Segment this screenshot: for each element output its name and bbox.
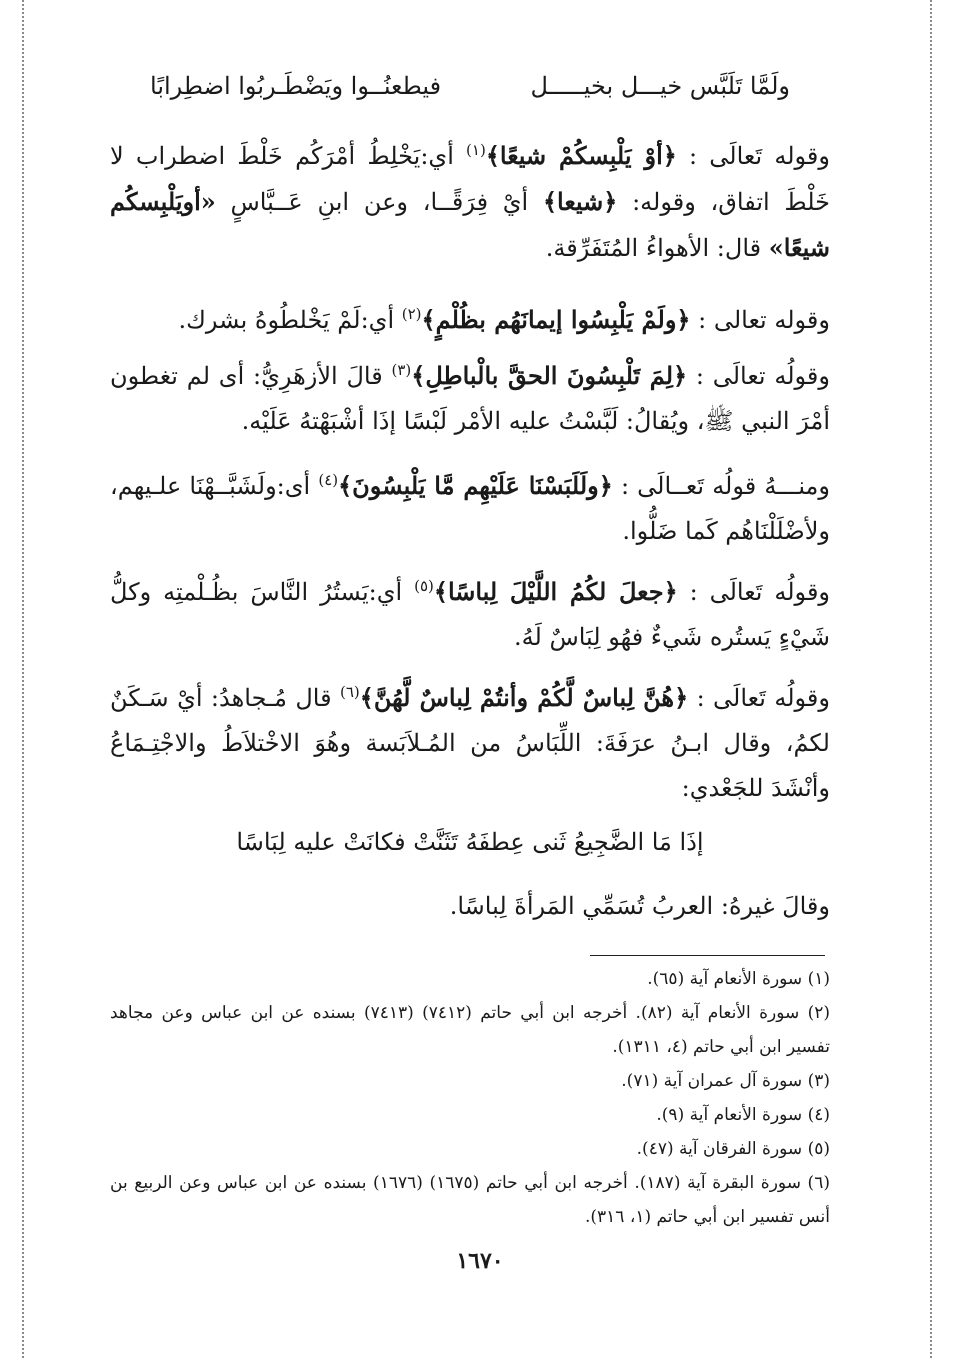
paragraph-text: قال: الأهواءُ المُتَفَرِّقة. — [545, 234, 769, 262]
paragraph-1 — [110, 128, 830, 271]
footnote-ref: (٢) — [401, 305, 422, 323]
paragraph-text: أى:ولَشَبَّــهْنَا علـيهم، ولأضْلَلْنَاهُم كَما ضَلُّوا. — [110, 472, 830, 545]
opening-verse — [150, 72, 790, 112]
scan-edge-left — [22, 0, 24, 1358]
quran-quote: ﴿ولَمْ يَلْبِسُوا إيمانَهُم بظُلْمٍ﴾ — [421, 305, 691, 334]
footnote-4: (٤) سورة الأنعام آية (٩). — [656, 1105, 830, 1125]
paragraph-lead: وقولُه تعالَى : — [695, 362, 830, 390]
paragraph-5 — [110, 564, 830, 660]
paragraph-6 — [110, 670, 830, 811]
paragraph-lead: ومنـــهُ قولُه تَعــالَى : — [620, 472, 831, 500]
paragraph-2 — [110, 292, 830, 343]
footnote-ref: (٤) — [318, 471, 339, 489]
quran-quote: ﴿ولَلَبَسْنَا عَلَيْهِم مَّا يَلْبِسُونَ﴾ — [338, 471, 613, 500]
poetry-verse: إذَا مَا الضَّجِيعُ ثَنى عِطفَهُ تَثَنَّتْ فكانَتْ عليه لِبَاسًا — [236, 828, 704, 856]
paragraph-text: قال مُـجاهدُ: أيْ سَـكَنٌ لكمُ، وقال ابـنُ عرَفَةَ: اللِّبَاسُ من المُـلاَبَسة وهُوَ الاخْتلاَطُ والاجْتِـمَاعُ وأنْشَدَ للجَعْدي: — [110, 684, 830, 802]
paragraph-text: أي:يَخْلِطُ أمْرَكُم خَلْطَ اضطراب لا خَلْطَ اتفاق، وقوله: — [110, 142, 830, 216]
verse-first-hemistich: ولَمَّا تَلَبَّس خيـــل بخيـــــل — [530, 72, 790, 100]
quran-quote: «أويَلْبِسكُم شيعًا» — [110, 187, 830, 262]
paragraph-lead: وقوله تَعالَى : — [689, 142, 830, 170]
footnotes — [110, 962, 830, 1234]
quran-quote: ﴿أوْ يَلْبِسكُمْ شيعًا﴾ — [485, 141, 677, 170]
quran-quote: ﴿جعلَ لكُمُ اللَّيْلَ لِباسًا﴾ — [433, 577, 678, 606]
footnote-ref: (٥) — [414, 577, 434, 595]
quran-quote: ﴿هُنَّ لِباسٌ لَّكُمْ وأنتُمْ لِباسٌ لَّهُنَّ﴾ — [359, 683, 689, 712]
footnote-ref: (٦) — [340, 683, 360, 701]
page-number: ١٦٧٠ — [456, 1248, 504, 1274]
footnote-5: (٥) سورة الفرقان آية (٤٧). — [636, 1139, 830, 1159]
paragraph-text: أي:يَستُرُ النَّاسَ بظُـلْمتِه وكلُّ شَيْءٍ يَستُره شَيءٌ فهُو لِبَاسٌ لَهُ. — [110, 578, 830, 651]
paragraph-text: أي:لَمْ يَخْلطُوهُ بشرك. — [178, 306, 402, 334]
closing-paragraph — [110, 884, 830, 929]
paragraph-text: قالَ الأزهَرِيُّ: أى لم تغطون أمْرَ النبي ﷺ، ويُقالُ: لَبَّسْتُ عليه الأمْر لَبْسًا إذَا أشْبَهْتهُ عَلَيْه. — [110, 362, 830, 435]
scan-edge-right — [930, 0, 932, 1358]
paragraph-lead: وقولُه تَعالَى : — [689, 578, 831, 606]
footnote-6: (٦) سورة البقرة آية (١٨٧). أخرجه ابن أبي حاتم (١٦٧٥) (١٦٧٦) بسنده عن ابن عباس وعن الربيع بن أنس تفسير ابن أبي حاتم (١، ٣١٦). — [110, 1173, 830, 1227]
verse-second-hemistich: فيطعنُــوا ويَضْطَـربُوا اضطِرابًا — [150, 72, 442, 100]
footnote-2: (٢) سورة الأنعام آية (٨٢). أخرجه ابن أبي حاتم (٧٤١٢) (٧٤١٣) بسنده عن ابن عباس وعن مجاهد تفسير ابن أبي حاتم (٤، ١٣١١). — [110, 1003, 830, 1057]
paragraph-3 — [110, 348, 830, 444]
quran-quote: ﴿شيعا﴾ — [542, 187, 618, 216]
paragraph-text: أيْ فِرَقًــا، وعن ابنِ عَــبَّاسٍ — [215, 188, 543, 216]
closing-line: وقالَ غيرهُ: العربُ تُسَمِّي المَرأةَ لِباسًا. — [449, 892, 830, 920]
footnote-ref: (١) — [466, 141, 486, 159]
footnote-3: (٣) سورة آل عمران آية (٧١). — [621, 1071, 830, 1091]
footnote-1: (١) سورة الأنعام آية (٦٥). — [647, 969, 830, 989]
paragraph-lead: وقولُه تَعالَى : — [696, 684, 830, 712]
quran-quote: ﴿لِمَ تَلْبِسُونَ الحقَّ بالْباطِلِ﴾ — [411, 361, 688, 390]
paragraph-4 — [110, 458, 830, 554]
footnote-ref: (٣) — [391, 361, 412, 379]
paragraph-lead: وقوله تعالى : — [698, 306, 830, 334]
footnote-divider — [590, 955, 825, 956]
